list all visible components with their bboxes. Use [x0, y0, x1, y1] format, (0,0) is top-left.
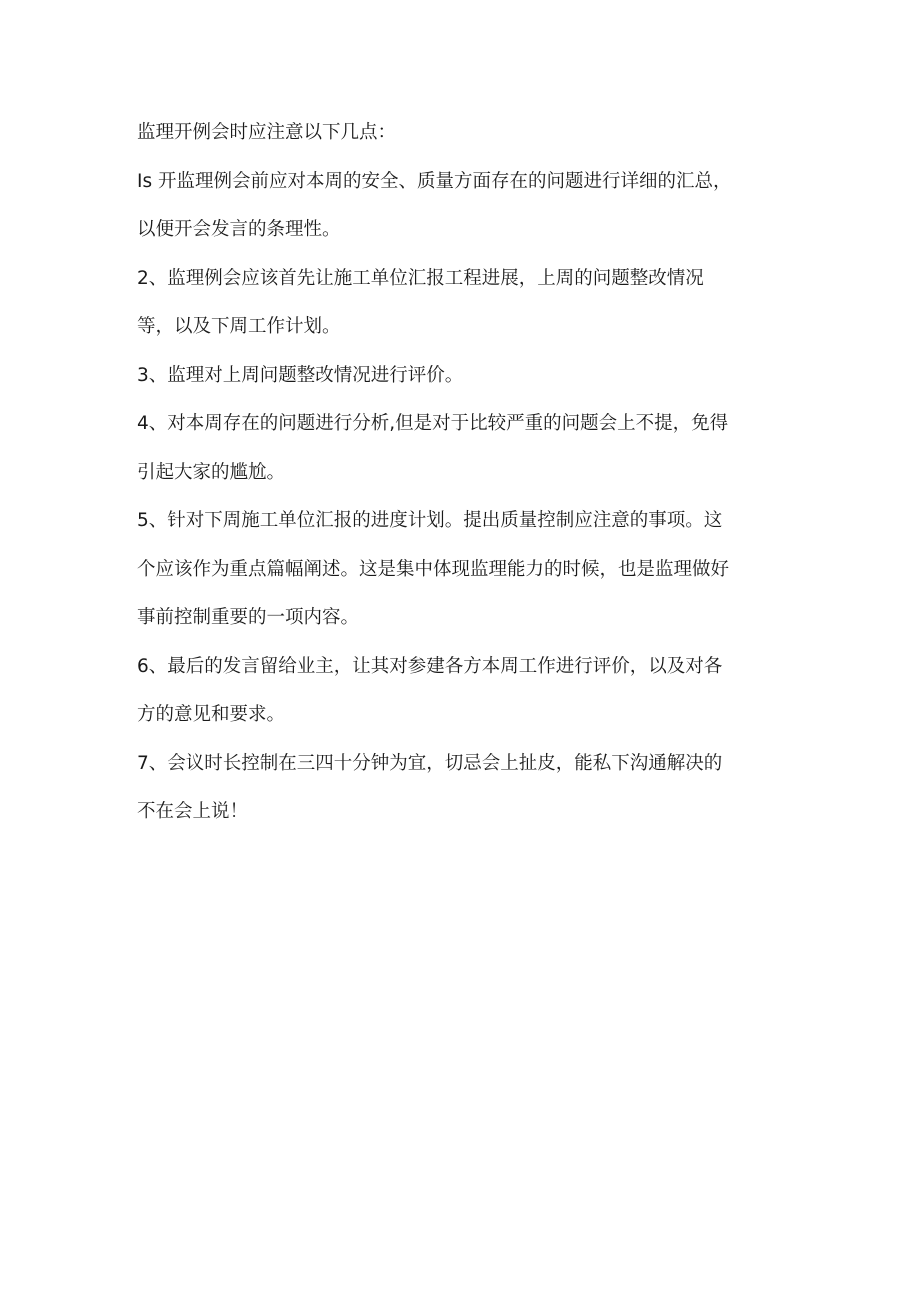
document-body — [137, 117, 787, 845]
point-6-line-1: 6、最后的发言留给业主，让其对参建各方本周工作进行评价，以及对各 — [137, 655, 723, 677]
point-5-line-2: 个应该作为重点篇幅阐述。这是集中体现监理能力的时候，也是监理做好 — [137, 558, 730, 580]
point-5-line-1: 5、针对下周施工单位汇报的进度计划。提出质量控制应注意的事项。这 — [137, 510, 723, 531]
point-4-line-1: 4、对本周存在的问题进行分析,但是对于比较严重的问题会上不提，免得 — [137, 413, 729, 434]
point-7-line-2: 不在会上说！ — [137, 801, 249, 822]
point-2-line-2: 等，以及下周工作计划。 — [137, 316, 341, 337]
point-2-line-1: 2、监理例会应该首先让施工单位汇报工程进展，上周的问题整改情况 — [137, 267, 704, 289]
point-3-line-1: 3、监理对上周问题整改情况进行评价。 — [137, 364, 464, 386]
intro-line: 监理开例会时应注意以下几点： — [137, 122, 397, 143]
point-6-line-2: 方的意见和要求。 — [137, 704, 286, 725]
point-1-line-2: 以便开会发言的条理性。 — [137, 219, 341, 240]
point-5-line-3: 事前控制重要的一项内容。 — [137, 607, 360, 628]
point-7-line-1: 7、会议时长控制在三四十分钟为宜，切忌会上扯皮，能私下沟通解决的 — [137, 752, 723, 774]
point-4-line-2: 引起大家的尴尬。 — [137, 461, 286, 483]
point-1-line-1: Is 开监理例会前应对本周的安全、质量方面存在的问题进行详细的汇总， — [137, 170, 732, 192]
